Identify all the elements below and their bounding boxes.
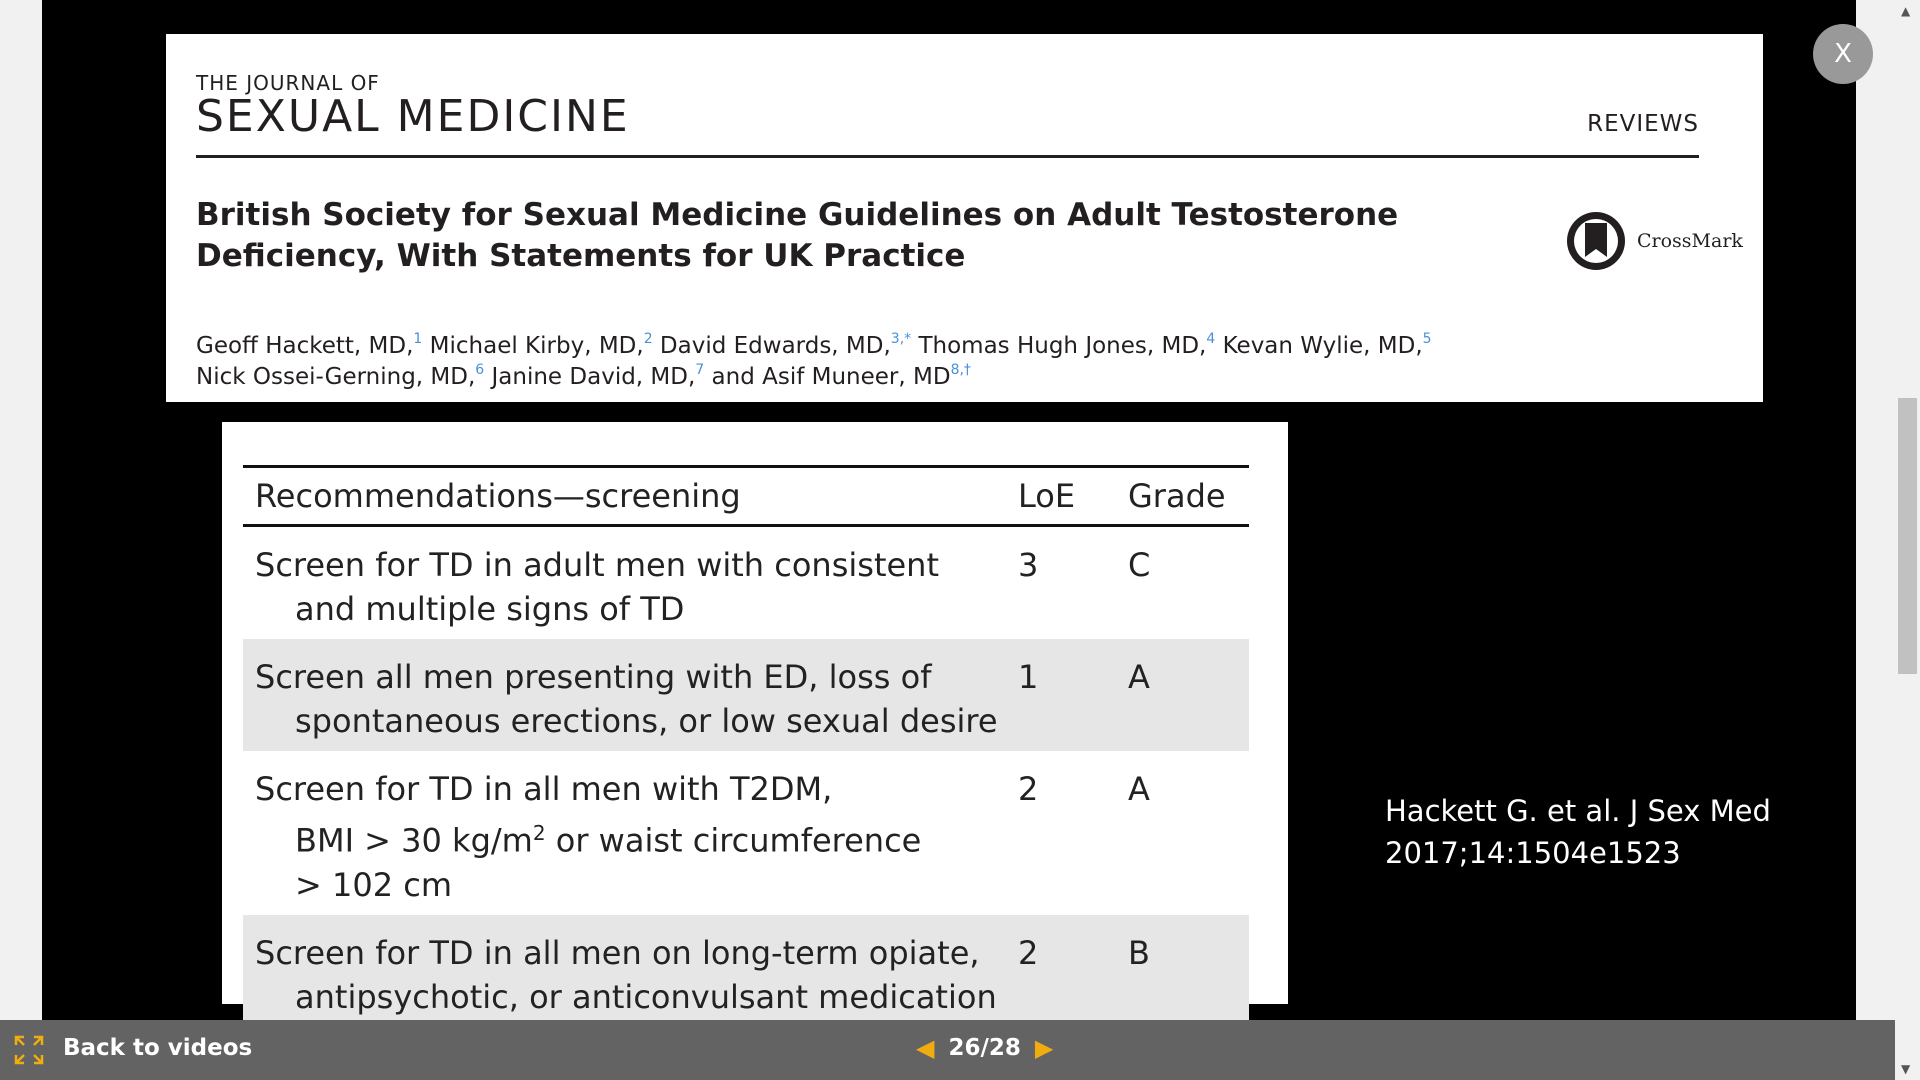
row-grade: A: [1128, 770, 1150, 808]
scrollbar[interactable]: [1895, 0, 1920, 1080]
article-title-line1: British Society for Sexual Medicine Guidelines on Adult Testosterone: [196, 197, 1399, 233]
table-header: [243, 465, 1249, 527]
journal-header: [166, 34, 1763, 402]
slide-stage: [42, 0, 1856, 1020]
next-slide-icon[interactable]: ▶: [1034, 1034, 1054, 1062]
header-grade: Grade: [1128, 477, 1226, 515]
scroll-down-icon[interactable]: ▼: [1901, 1062, 1911, 1076]
previous-slide-icon[interactable]: ◀: [916, 1034, 935, 1062]
journal-section: REVIEWS: [1587, 111, 1699, 137]
crossmark-label: CrossMark: [1637, 230, 1743, 252]
page-indicator: 26/28: [948, 1035, 1021, 1061]
scroll-up-icon[interactable]: ▲: [1901, 4, 1911, 18]
row-loe: 2: [1018, 770, 1039, 808]
table-row: Screen all men presenting with ED, loss of spontaneous erections, or low sexual desire 1 A: [243, 639, 1249, 751]
citation: Hackett G. et al. J Sex Med 2017;14:1504e1523: [1385, 794, 1771, 870]
table-row: Screen for TD in all men on long-term opiate, antipsychotic, or anticonvulsant medication 2 B: [243, 915, 1249, 1030]
article-title-line2: Deficiency, With Statements for UK Practice: [196, 238, 966, 274]
back-to-videos-button[interactable]: Back to videos: [63, 1035, 253, 1061]
row-grade: A: [1128, 658, 1150, 696]
recommendations-table: [243, 465, 1249, 1030]
row-loe: 3: [1018, 546, 1039, 584]
expand-icon[interactable]: [14, 1035, 44, 1065]
row-loe: 2: [1018, 933, 1039, 972]
header-recommendation: Recommendations—screening: [255, 477, 741, 515]
article-title: [196, 195, 1496, 277]
journal-name: SEXUAL MEDICINE: [196, 91, 630, 142]
row-grade: C: [1128, 546, 1151, 584]
header-loe: LoE: [1018, 477, 1076, 515]
row-loe: 1: [1018, 658, 1039, 696]
journal-rule: [196, 155, 1699, 158]
pager: [916, 1035, 1053, 1061]
row-grade: B: [1128, 933, 1150, 972]
crossmark: [1563, 211, 1743, 271]
crossmark-icon: [1563, 211, 1629, 271]
authors: Geoff Hackett, MD,$^1$ Michael Kirby, MD,$^2$ David Edwards, MD,$^{3,*}$ Thomas Hugh Jones, MD,$^4$ Kevan Wylie, MD,$^5$ Nick Ossei-Gerning, MD,$^6$ Janine David, MD,$^7$ and Asif Muneer, $MD^{8,\dagger}$: [196, 331, 1432, 390]
table-row: Screen for TD in all men with T2DM, BMI > 30 $kg/m^2$ or waist circumference > 102 cm 2 A: [243, 751, 1249, 915]
table-row: Screen for TD in adult men with consistent and multiple signs of TD 3 C: [243, 527, 1249, 639]
close-button[interactable]: X: [1813, 24, 1873, 84]
recommendations-table-card: [222, 422, 1288, 1016]
bottom-bar: [0, 1020, 1895, 1080]
scroll-thumb[interactable]: [1898, 398, 1917, 674]
journal-kicker: THE JOURNAL OF: [196, 71, 380, 95]
